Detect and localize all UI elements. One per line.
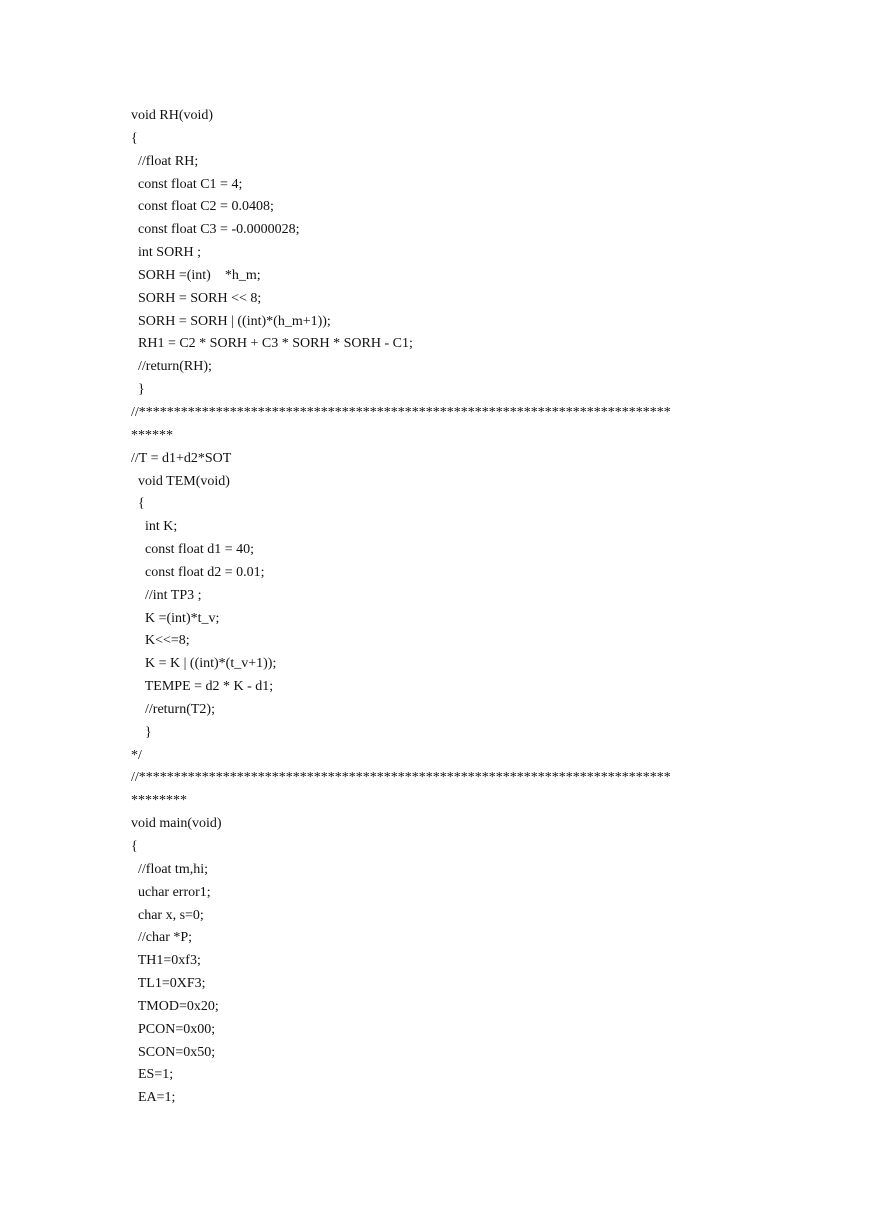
code-line: } <box>131 382 145 398</box>
code-line: void TEM(void) <box>131 473 230 489</box>
code-line: ES=1; <box>131 1067 174 1083</box>
code-line: SCON=0x50; <box>131 1044 216 1060</box>
code-line: SORH = SORH | ((int)*(h_m+1)); <box>131 313 331 329</box>
code-line: //**************************************************************************** <box>131 404 671 420</box>
code-line: const float C3 = -0.0000028; <box>131 222 300 238</box>
code-line: { <box>131 839 138 854</box>
code-line: K =(int)*t_v; <box>131 610 220 626</box>
code-line: } <box>131 724 152 740</box>
code-line: //return(T2); <box>131 701 215 717</box>
code-line: ******** <box>131 793 187 809</box>
code-line: void RH(void) <box>131 108 214 123</box>
code-line: char x, s=0; <box>131 907 204 923</box>
code-line: SORH = SORH << 8; <box>131 290 262 306</box>
code-line: TH1=0xf3; <box>131 953 201 969</box>
code-line: const float d1 = 40; <box>131 542 254 558</box>
code-line: const float C1 = 4; <box>131 176 243 192</box>
code-listing <box>131 105 771 1110</box>
code-line: { <box>131 496 145 512</box>
code-line: TL1=0XF3; <box>131 976 206 992</box>
code-line: K = K | ((int)*(t_v+1)); <box>131 656 277 672</box>
code-line: //char *P; <box>131 930 193 946</box>
code-line: EA=1; <box>131 1090 176 1106</box>
code-line: //float tm,hi; <box>131 861 208 877</box>
code-line: TEMPE = d2 * K - d1; <box>131 679 274 695</box>
code-line: SORH =(int) *h_m; <box>131 267 261 283</box>
code-line: uchar error1; <box>131 884 211 900</box>
code-line: { <box>131 130 138 146</box>
code-line: int K; <box>131 519 178 535</box>
code-line: int SORH ; <box>131 245 202 261</box>
code-line: //T = d1+d2*SOT <box>131 450 232 466</box>
code-line: PCON=0x00; <box>131 1021 216 1037</box>
code-line: ****** <box>131 427 173 443</box>
code-line: K<<=8; <box>131 633 190 649</box>
code-line: //return(RH); <box>131 359 212 375</box>
code-line: TMOD=0x20; <box>131 998 219 1014</box>
code-line: void main(void) <box>131 816 222 832</box>
code-line: const float d2 = 0.01; <box>131 564 265 580</box>
code-line: //float RH; <box>131 153 199 169</box>
code-line: const float C2 = 0.0408; <box>131 199 274 215</box>
code-line: //**************************************************************************** <box>131 770 671 786</box>
code-line: //int TP3 ; <box>131 587 202 603</box>
code-line: RH1 = C2 * SORH + C3 * SORH * SORH - C1; <box>131 336 413 352</box>
code-line: */ <box>131 747 142 763</box>
